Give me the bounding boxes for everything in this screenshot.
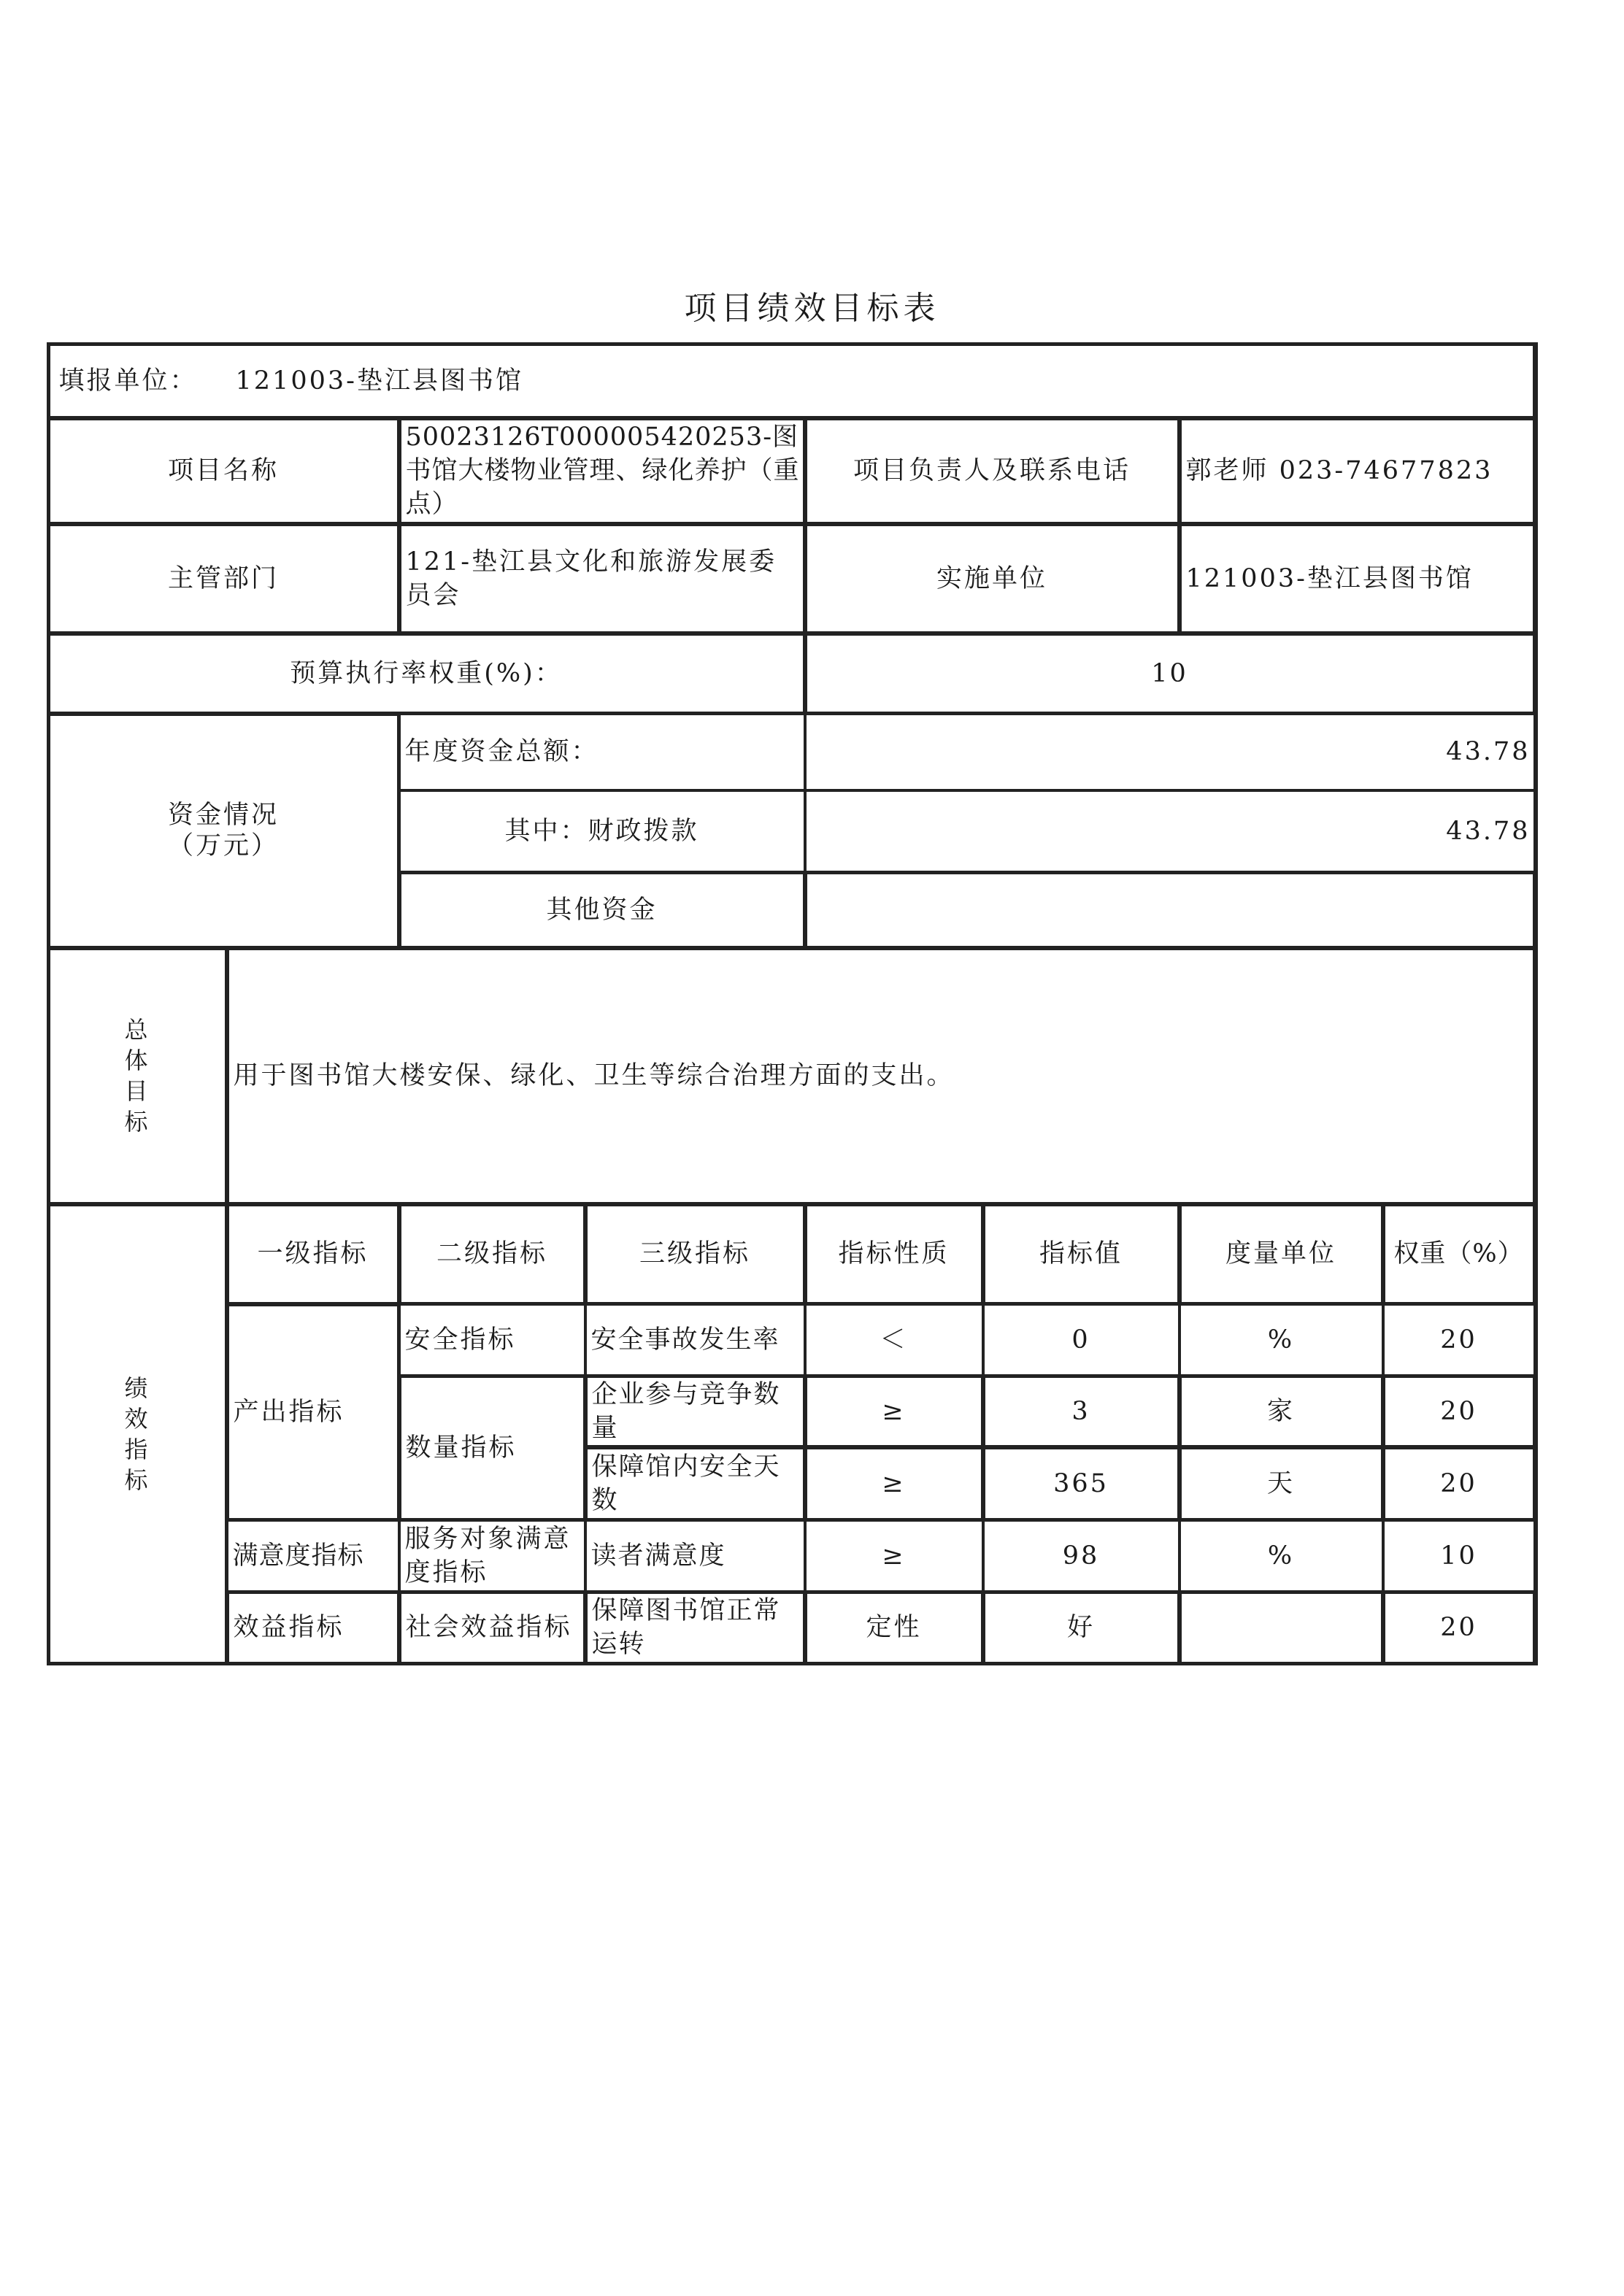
filing-unit-row — [47, 343, 1536, 419]
contact-value: 郭老师 023-74677823 — [1185, 456, 1493, 485]
row5-nature — [804, 1591, 984, 1665]
row1-nature-text: ＜ — [880, 1325, 908, 1355]
level1-benefit-text: 效益指标 — [233, 1613, 345, 1642]
row3-nature — [804, 1446, 984, 1521]
header-unit — [1179, 1203, 1384, 1305]
project-name-label-cell — [47, 417, 400, 525]
row3-level3 — [585, 1446, 806, 1521]
indicators-label-char: 效 — [124, 1404, 150, 1433]
budget-weight-label-cell — [47, 633, 806, 714]
funds-fiscal-value-cell — [804, 790, 1536, 873]
row5-unit — [1179, 1591, 1384, 1665]
row4-level3-text: 读者满意度 — [590, 1541, 726, 1571]
overall-goal-label-cell — [47, 947, 228, 1205]
row4-level3 — [585, 1519, 806, 1592]
row5-level3 — [585, 1591, 806, 1665]
funds-label: 资金情况 — [167, 801, 279, 830]
level2-service-satisfaction — [399, 1519, 586, 1592]
level2-safety-text: 安全指标 — [404, 1325, 516, 1355]
header-level3 — [585, 1203, 806, 1305]
row5-weight-text: 20 — [1440, 1613, 1477, 1642]
overall-goal-label-char: 总 — [124, 1016, 150, 1044]
header-level1 — [226, 1203, 400, 1305]
budget-weight-value: 10 — [1151, 658, 1188, 688]
row3-value — [982, 1446, 1180, 1521]
level2-safety — [399, 1303, 586, 1376]
row5-value — [982, 1591, 1180, 1665]
page-title: 项目绩效目标表 — [684, 290, 940, 327]
row2-unit — [1179, 1375, 1384, 1448]
header-unit-text: 度量单位 — [1225, 1239, 1336, 1268]
level1-satisfaction-text: 满意度指标 — [232, 1541, 364, 1571]
overall-goal-label-char: 体 — [124, 1047, 150, 1074]
project-name-value: 50023126T000005420253-图书馆大楼物业管理、绿化养护（重点） — [405, 423, 800, 519]
row5-nature-text: 定性 — [866, 1613, 922, 1642]
row3-nature-text: ≥ — [882, 1468, 906, 1498]
row5-level3-text: 保障图书馆正常运转 — [591, 1596, 781, 1659]
row5-weight — [1382, 1591, 1536, 1665]
funds-other-value-cell — [804, 871, 1536, 949]
row2-unit-text: 家 — [1266, 1396, 1295, 1426]
row2-nature-text: ≥ — [882, 1396, 906, 1426]
row2-value — [982, 1375, 1180, 1448]
filing-unit-label: 填报单位： — [58, 366, 198, 396]
funds-other-label: 其他资金 — [546, 895, 658, 925]
level2-service-satisfaction-text: 服务对象满意度指标 — [404, 1524, 572, 1587]
header-value-text: 指标值 — [1039, 1239, 1123, 1268]
funds-unit-label: （万元） — [167, 831, 279, 860]
level1-benefit — [226, 1591, 400, 1665]
row3-unit-text: 天 — [1266, 1468, 1295, 1498]
header-nature-text: 指标性质 — [838, 1239, 950, 1268]
header-level1-text: 一级指标 — [257, 1239, 369, 1268]
project-name-label: 项目名称 — [167, 456, 279, 485]
row4-value — [982, 1519, 1180, 1592]
row1-weight-text: 20 — [1440, 1325, 1477, 1355]
contact-label: 项目负责人及联系电话 — [853, 456, 1131, 485]
header-level2 — [399, 1203, 586, 1305]
funds-fiscal-label: 其中：财政拨款 — [504, 816, 699, 846]
department-label: 主管部门 — [167, 563, 279, 593]
row3-unit — [1179, 1446, 1384, 1521]
funds-total-label: 年度资金总额： — [404, 737, 599, 766]
level1-output — [226, 1303, 400, 1521]
row4-nature-text: ≥ — [882, 1541, 906, 1571]
project-name-value-cell — [399, 417, 806, 525]
row1-level3 — [585, 1303, 806, 1376]
level2-quantity-text: 数量指标 — [405, 1433, 517, 1463]
funds-fiscal-value: 43.78 — [1446, 816, 1531, 846]
overall-goal-text-cell — [226, 947, 1536, 1205]
department-value: 121-垫江县文化和旅游发展委员会 — [405, 547, 777, 610]
level1-satisfaction — [226, 1519, 400, 1592]
level2-social-benefit-text: 社会效益指标 — [405, 1613, 572, 1642]
row4-weight-text: 10 — [1440, 1541, 1477, 1571]
row2-weight-text: 20 — [1440, 1396, 1477, 1426]
indicators-label-char: 标 — [124, 1465, 150, 1494]
funds-total-value-cell — [804, 713, 1536, 791]
budget-weight-label: 预算执行率权重(%)： — [290, 658, 563, 688]
level1-output-text: 产出指标 — [233, 1397, 345, 1427]
row1-weight — [1382, 1303, 1536, 1376]
level2-quantity — [399, 1375, 586, 1521]
header-weight-text: 权重（%） — [1393, 1239, 1524, 1268]
contact-value-cell — [1179, 417, 1536, 525]
contact-label-cell — [804, 417, 1180, 525]
row3-weight-text: 20 — [1440, 1468, 1477, 1498]
impl-unit-value-cell — [1179, 523, 1536, 634]
row4-weight — [1382, 1519, 1536, 1592]
overall-goal-label-char: 目 — [124, 1077, 150, 1105]
header-level3-text: 三级指标 — [639, 1239, 750, 1268]
row5-value-text: 好 — [1066, 1613, 1095, 1642]
row1-unit-text: % — [1267, 1325, 1295, 1355]
row1-value — [982, 1303, 1180, 1376]
row2-level3-text: 企业参与竞争数量 — [591, 1379, 781, 1443]
header-value — [982, 1203, 1180, 1305]
row2-value-text: 3 — [1071, 1396, 1090, 1426]
row4-unit-text: % — [1267, 1541, 1295, 1571]
impl-unit-label-cell — [804, 523, 1180, 634]
row4-value-text: 98 — [1062, 1541, 1100, 1571]
row2-level3 — [585, 1375, 806, 1448]
indicators-label-cell — [47, 1203, 228, 1665]
row1-nature — [804, 1303, 984, 1376]
header-weight — [1382, 1203, 1536, 1305]
funds-fiscal-label-cell — [399, 790, 806, 873]
funds-total-label-cell — [399, 713, 806, 791]
impl-unit-value: 121003-垫江县图书馆 — [1185, 563, 1474, 593]
row2-weight — [1382, 1375, 1536, 1448]
row1-unit — [1179, 1303, 1384, 1376]
funds-label-cell — [47, 713, 400, 949]
impl-unit-label: 实施单位 — [936, 563, 1047, 593]
indicators-label-char: 指 — [124, 1435, 150, 1463]
row2-nature — [804, 1375, 984, 1448]
overall-goal-text: 用于图书馆大楼安保、绿化、卫生等综合治理方面的支出。 — [233, 1061, 955, 1090]
overall-goal-label-char: 标 — [124, 1108, 150, 1136]
row3-weight — [1382, 1446, 1536, 1521]
budget-weight-value-cell — [804, 633, 1536, 714]
header-nature — [804, 1203, 984, 1305]
row4-unit — [1179, 1519, 1384, 1592]
row3-level3-text: 保障馆内安全天数 — [591, 1452, 781, 1515]
indicators-label-char: 绩 — [124, 1374, 150, 1402]
funds-total-value: 43.78 — [1446, 737, 1531, 766]
row4-nature — [804, 1519, 984, 1592]
row1-value-text: 0 — [1071, 1325, 1090, 1355]
header-level2-text: 二级指标 — [436, 1239, 547, 1268]
department-value-cell — [399, 523, 806, 634]
funds-other-label-cell — [399, 871, 806, 949]
filing-unit-value: 121003-垫江县图书馆 — [235, 366, 523, 396]
row1-level3-text: 安全事故发生率 — [590, 1325, 780, 1355]
row3-value-text: 365 — [1053, 1468, 1109, 1498]
department-label-cell — [47, 523, 400, 634]
level2-social-benefit — [399, 1591, 586, 1665]
